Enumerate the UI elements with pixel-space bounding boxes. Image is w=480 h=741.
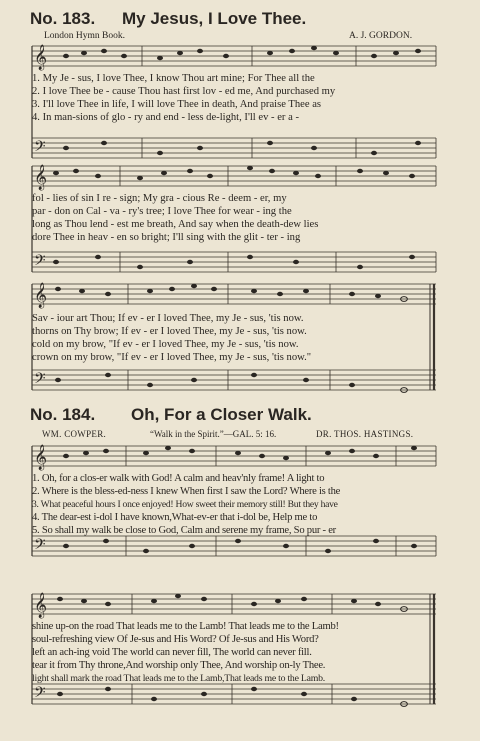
verse-lines: [32, 620, 442, 685]
lyric-line: 4. In man-sions of glo - ry and end - less de-light, I'll ev - er a -: [32, 112, 299, 123]
lyric-line: soul-refreshing view Of Je-sus and His Word? Of Je-sus and His Word?: [32, 634, 319, 645]
lyric-line: tear it from Thy throne,And worship only Thee, And worship on-ly Thee.: [32, 660, 326, 671]
lyric-line: shine up-on the road That leads me to the Lamb! That leads me to the Lamb!: [32, 621, 339, 632]
svg-text:𝄢: 𝄢: [34, 536, 46, 557]
lyric-line: thorns on Thy brow; If ev - er I loved Thee, my Je - sus, 'tis now.: [32, 326, 307, 337]
hymn-number: No. 184.: [30, 405, 96, 424]
lyric-line: 3. What peaceful hours I once enjoyed! How sweet their memory still! But they have: [32, 499, 338, 510]
svg-text:𝄞: 𝄞: [34, 165, 48, 190]
hymn-composer: DR. THOS. HASTINGS.: [316, 429, 414, 439]
lyric-line: cold on my brow, "If ev - er I loved Thee, my Je - sus, 'tis now.: [32, 339, 299, 350]
svg-text:𝄢: 𝄢: [34, 684, 46, 705]
hymn-title: My Jesus, I Love Thee.: [122, 9, 307, 28]
lyric-line: 3. I'll love Thee in life, I will love Thee in death, And praise Thee as: [32, 99, 322, 110]
hymn-composer: A. J. GORDON.: [349, 31, 413, 41]
verse-lines: [32, 312, 442, 364]
lyric-line: 1. Oh, for a clos-er walk with God! A calm and heav'nly frame! A light to: [32, 473, 325, 484]
hymn-184-heading: [30, 405, 312, 425]
svg-text:𝄞: 𝄞: [34, 45, 48, 70]
svg-text:𝄢: 𝄢: [34, 252, 46, 273]
lyric-line: 4. The dear-est i-dol I have known,What-ev-er that i-dol be, Help me to: [32, 512, 318, 523]
verse-lines: [32, 472, 442, 537]
lyric-line: Sav - iour art Thou; If ev - er I loved Thee, my Je - sus, 'tis now.: [32, 313, 304, 324]
hymn-source: London Hymn Book.: [44, 31, 126, 41]
hymn-title: Oh, For a Closer Walk.: [131, 405, 312, 424]
lyric-line: 2. Where is the bless-ed-ness I knew When first I saw the Lord? Where is the: [32, 486, 341, 497]
lyric-line: light shall mark the road That leads me to the Lamb,That leads me to the Lamb.: [32, 673, 325, 684]
lyric-line: par - don on Cal - va - ry's tree; I love Thee for wear - ing the: [32, 206, 292, 217]
lyric-line: crown on my brow, "If ev - er I loved Thee, my Je - sus, 'tis now.": [32, 352, 312, 363]
verse-lines: [32, 192, 442, 244]
svg-text:𝄢: 𝄢: [34, 370, 46, 391]
hymn-scripture: “Walk in the Spirit.”—GAL. 5: 16.: [150, 429, 277, 439]
hymn-183-heading: [30, 9, 306, 29]
lyric-line: 5. So shall my walk be close to God, Calm and serene my frame, So pur - er: [32, 525, 336, 536]
lyric-line: long as Thou lend - est me breath, And say when the death-dew lies: [32, 219, 319, 230]
verse-lines: [32, 72, 442, 124]
lyric-line: 1. My Je - sus, I love Thee, I know Thou art mine; For Thee all the: [32, 73, 315, 84]
lyric-line: fol - lies of sin I re - sign; My gra - cious Re - deem - er, my: [32, 193, 287, 204]
svg-text:𝄞: 𝄞: [34, 283, 48, 308]
hymn-number: No. 183.: [30, 9, 96, 28]
lyric-line: 2. I love Thee be - cause Thou hast first lov - ed me, And purchased my: [32, 86, 336, 97]
lyric-line: dore Thee in heav - en so bright; I'll sing with the glit - ter - ing: [32, 232, 301, 243]
lyric-line: left an ach-ing void The world can never fill, The world can never fill.: [32, 647, 312, 658]
svg-text:𝄞: 𝄞: [34, 445, 48, 470]
hymn-author: WM. COWPER.: [42, 429, 107, 439]
svg-text:𝄞: 𝄞: [34, 593, 48, 618]
svg-text:𝄢: 𝄢: [34, 138, 46, 159]
